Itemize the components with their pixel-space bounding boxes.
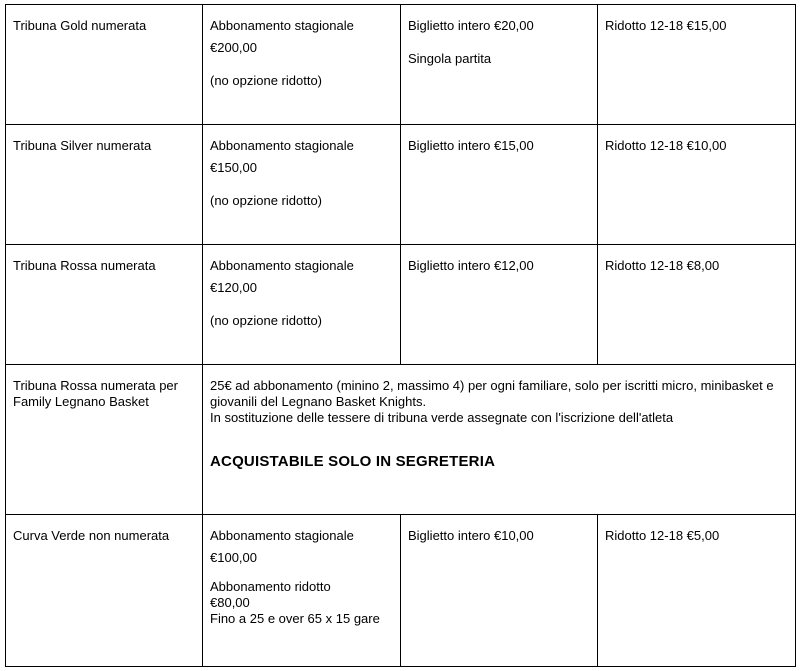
season-title: Abbonamento stagionale	[210, 138, 354, 153]
table-row	[6, 5, 796, 125]
table-row	[6, 245, 796, 365]
full-ticket-price: Biglietto intero €12,00	[408, 258, 534, 273]
price-table	[5, 4, 796, 667]
season-price: €120,00	[210, 280, 257, 295]
season-cell	[203, 5, 401, 125]
reduced-cell	[598, 245, 796, 365]
sector-label: Tribuna Rossa numerata	[13, 258, 156, 273]
reduced-cell	[598, 125, 796, 245]
season-title: Abbonamento stagionale	[210, 18, 354, 33]
season-price: €200,00	[210, 40, 257, 55]
full-ticket-cell	[401, 5, 598, 125]
reduced-price: Ridotto 12-18 €8,00	[605, 258, 720, 273]
sector-label: Tribuna Rossa numerata per Family Legnano Basket	[13, 378, 178, 409]
full-ticket-cell	[401, 515, 598, 667]
season-title: Abbonamento stagionale	[210, 258, 354, 273]
season-note: (no opzione ridotto)	[210, 193, 323, 208]
full-ticket-price: Biglietto intero €10,00	[408, 528, 534, 543]
season-cell	[203, 245, 401, 365]
sector-label: Curva Verde non numerata	[13, 528, 170, 543]
sector-cell	[6, 125, 203, 245]
season-price: €150,00	[210, 160, 257, 175]
full-ticket-price: Biglietto intero €15,00	[408, 138, 534, 153]
season-price: €100,00	[210, 550, 257, 565]
family-substitution-note: In sostituzione delle tessere di tribuna verde assegnate con l'iscrizione dell'atleta	[210, 410, 674, 425]
purchase-notice: ACQUISTABILE SOLO IN SEGRETERIA	[210, 453, 496, 470]
reduced-cell	[598, 515, 796, 667]
reduced-season-note: Fino a 25 e over 65 x 15 gare	[210, 611, 380, 626]
full-ticket-cell	[401, 125, 598, 245]
reduced-season-title: Abbonamento ridotto	[210, 579, 331, 594]
reduced-price: Ridotto 12-18 €15,00	[605, 18, 727, 33]
full-ticket-cell	[401, 245, 598, 365]
table-row	[6, 125, 796, 245]
season-cell	[203, 515, 401, 667]
season-title: Abbonamento stagionale	[210, 528, 354, 543]
sector-cell	[6, 5, 203, 125]
reduced-price: Ridotto 12-18 €10,00	[605, 138, 727, 153]
family-description-cell	[203, 365, 796, 515]
full-ticket-note: Singola partita	[408, 51, 492, 66]
sector-cell	[6, 515, 203, 667]
season-note: (no opzione ridotto)	[210, 73, 323, 88]
reduced-price: Ridotto 12-18 €5,00	[605, 528, 720, 543]
family-description: 25€ ad abbonamento (minino 2, massimo 4) per ogni familiare, solo per iscritti micro, minibasket e giovanili del Legnano Basket Knights.	[210, 378, 774, 409]
season-note: (no opzione ridotto)	[210, 313, 323, 328]
reduced-cell	[598, 5, 796, 125]
full-ticket-price: Biglietto intero €20,00	[408, 18, 534, 33]
sector-cell	[6, 245, 203, 365]
season-cell	[203, 125, 401, 245]
sector-label: Tribuna Gold numerata	[13, 18, 147, 33]
reduced-season-price: €80,00	[210, 595, 250, 610]
sector-label: Tribuna Silver numerata	[13, 138, 152, 153]
table-row	[6, 515, 796, 667]
table-row	[6, 365, 796, 515]
sector-cell	[6, 365, 203, 515]
